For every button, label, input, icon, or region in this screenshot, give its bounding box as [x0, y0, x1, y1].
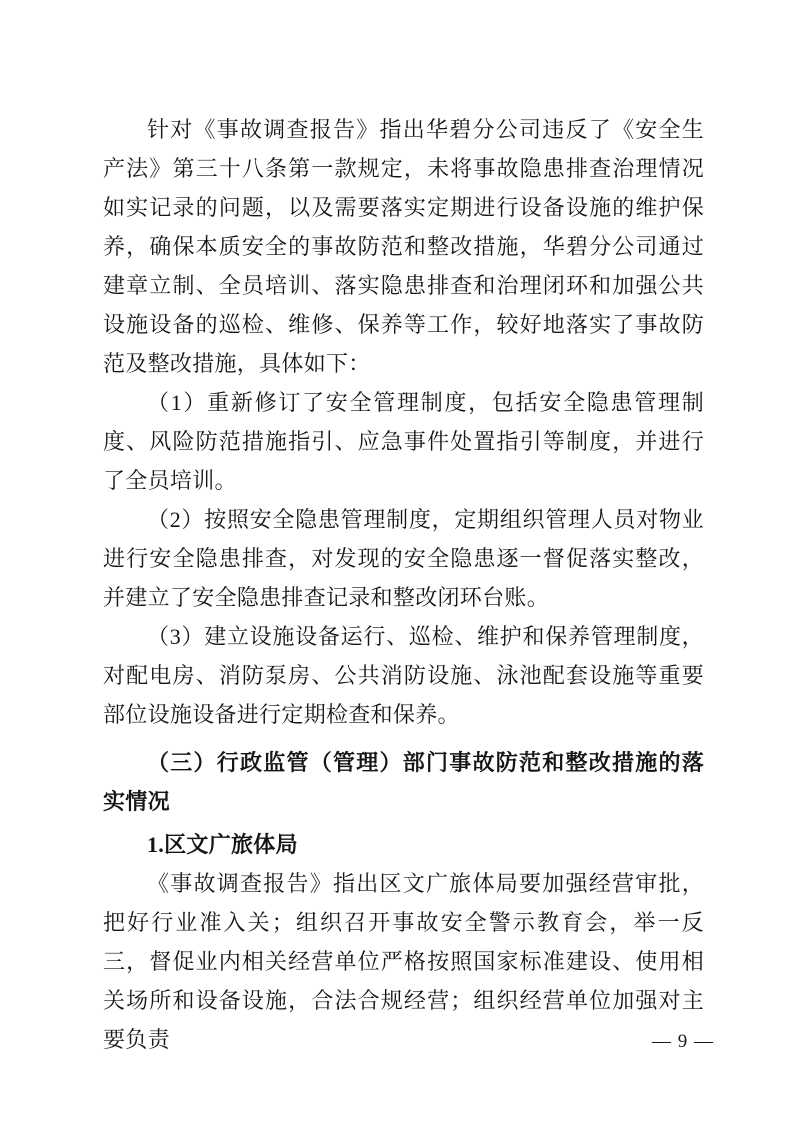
paragraph-intro: 针对《事故调查报告》指出华碧分公司违反了《安全生产法》第三十八条第一款规定，未将事故隐患排查治理情况如实记录的问题，以及需要落实定期进行设备设施的维护保养，确保本质安全的事故防范和整改措施，华碧分公司通过建章立制、全员培训、落实隐患排查和治理闭环和加强公共设施设备的巡检、维修、保养等工作，较好地落实了事故防范及整改措施，具体如下：	[103, 117, 704, 376]
subsection-heading: 1.区文广旅体局	[147, 832, 298, 857]
document-content	[103, 110, 704, 1059]
page-number: — 9 —	[652, 1031, 714, 1052]
section-heading: （三）行政监管（管理）部门事故防范和整改措施的落实情况	[103, 750, 704, 814]
paragraph-measure-1: （1）重新修订了安全管理制度，包括安全隐患管理制度、风险防范措施指引、应急事件处置指引等制度，并进行了全员培训。	[103, 390, 704, 493]
paragraph-body: 《事故调查报告》指出区文广旅体局要加强经营审批，把好行业准入关；组织召开事故安全警示教育会，举一反三，督促业内相关经营单位严格按照国家标准建设、使用相关场所和设备设施，合法合规经营；组织经营单位加强对主要负责	[103, 871, 704, 1052]
paragraph-measure-2: （2）按照安全隐患管理制度，定期组织管理人员对物业进行安全隐患排查，对发现的安全隐患逐一督促落实整改，并建立了安全隐患排查记录和整改闭环台账。	[103, 507, 704, 610]
paragraph-measure-3: （3）建立设施设备运行、巡检、维护和保养管理制度，对配电房、消防泵房、公共消防设施、泳池配套设施等重要部位设施设备进行定期检查和保养。	[103, 624, 704, 727]
